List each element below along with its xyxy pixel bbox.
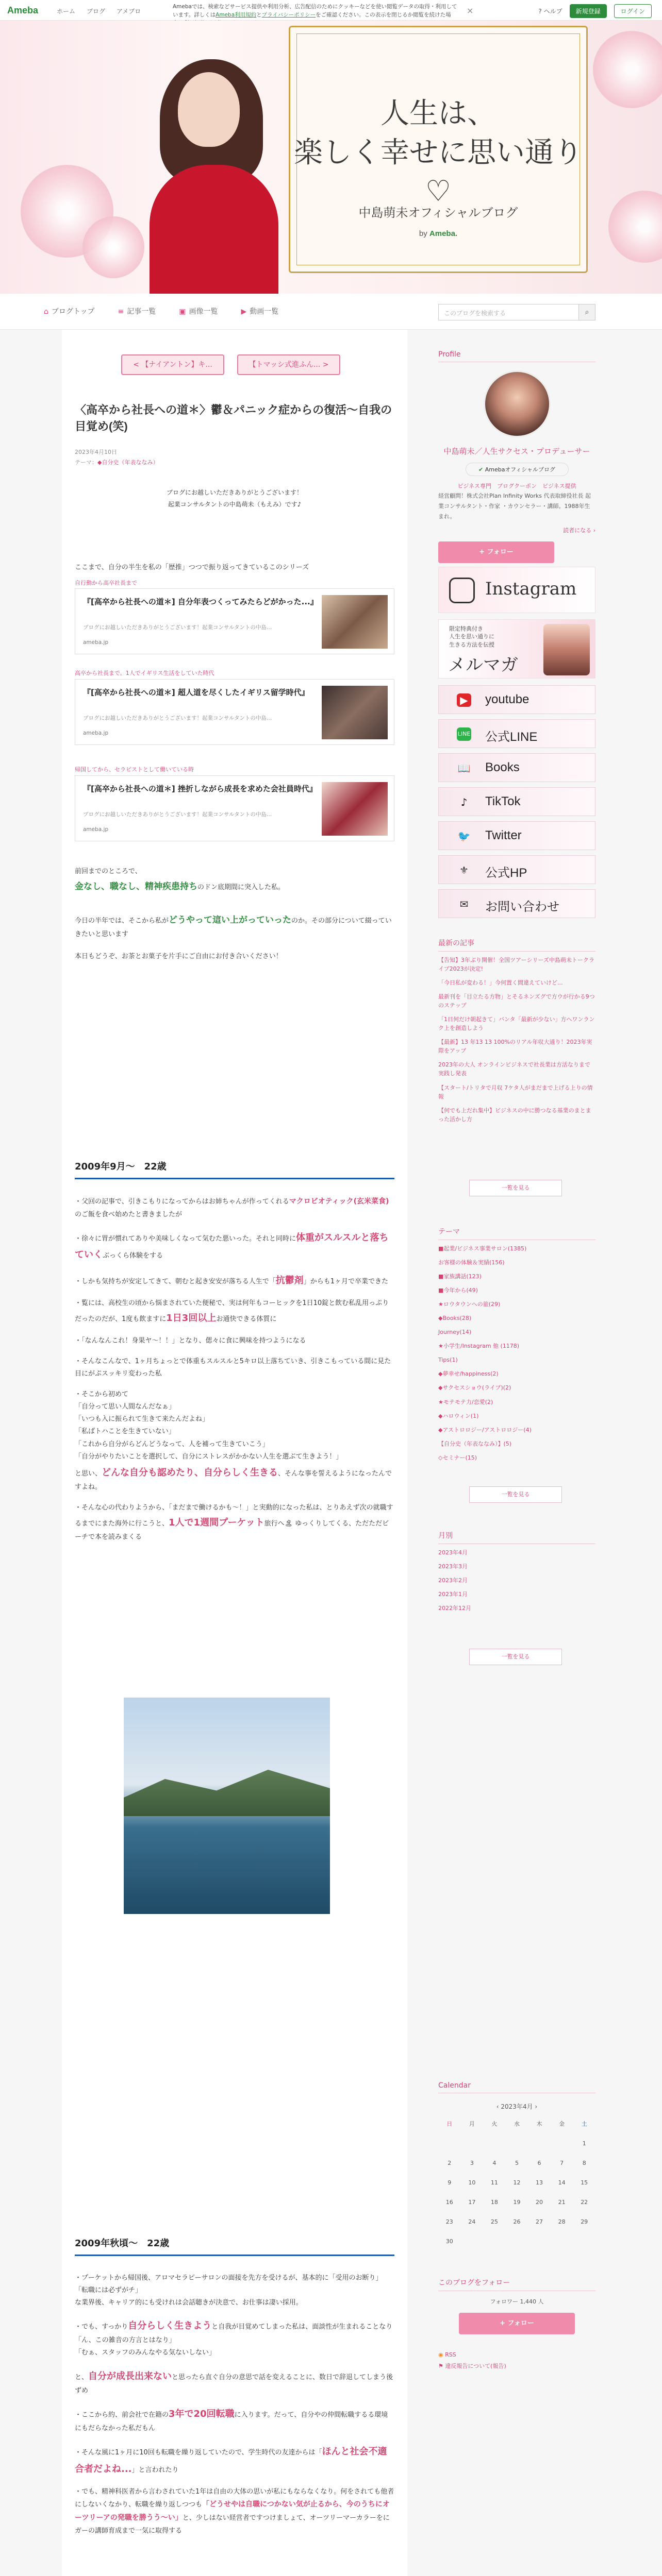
blog-card-title: 『[高卒から社長への道＊] 自分年表つくってみたらどがかった...』 bbox=[83, 597, 318, 606]
ameba-logo[interactable]: Ameba bbox=[7, 5, 39, 15]
report-link[interactable]: ⚑ 違反報告について(報告) bbox=[438, 2363, 506, 2369]
home-icon: ⌂ bbox=[44, 308, 48, 316]
article-date: 2023年4月10日 bbox=[75, 449, 117, 455]
blog-card-source: ameba.jp bbox=[83, 826, 109, 833]
youtube-button[interactable]: ▶ youtube bbox=[438, 685, 595, 714]
mailmagazine-photo bbox=[543, 624, 590, 675]
link-label: 帰国してから、セラピストとして働いている時 bbox=[75, 766, 194, 773]
archive-item[interactable]: 2023年3月 bbox=[438, 1563, 468, 1570]
theme-item[interactable]: お客様の体験＆実績(156) bbox=[438, 1259, 505, 1266]
article bbox=[62, 330, 407, 2576]
archive-item[interactable]: 2023年1月 bbox=[438, 1591, 468, 1598]
follower-count: フォロワー 1,440 人 bbox=[490, 2298, 544, 2305]
list-item: ・そんなこんなで、1ヶ月ちょっとで体重もスルスルと5キロ以上落ちていき、引きこもっている間に見た目にがぷスッキリ変わった私 bbox=[75, 1358, 391, 1378]
blog-card-title: 『[高卒から社長への道＊] 超人道を尽くしたイギリス留学時代』 bbox=[83, 688, 309, 697]
paragraph: 本日もどうぞ、お茶とお菓子を片手にご自由にお付き合いください！ bbox=[75, 953, 283, 960]
list-icon: ≡ bbox=[118, 308, 124, 316]
instagram-icon bbox=[449, 578, 475, 603]
blog-card-desc: ブログにお越しいただきありがとうございます！起業コンサルタントの中島... bbox=[83, 811, 272, 818]
theme-item[interactable]: ◆アストロロジー/アストロロジー(4) bbox=[438, 1426, 532, 1433]
register-button[interactable]: 新規登録 bbox=[570, 4, 607, 18]
blog-card-source: ameba.jp bbox=[83, 730, 109, 736]
blog-card-thumbnail bbox=[322, 686, 388, 739]
nav-blog-top[interactable]: ⌂ ブログトップ bbox=[44, 308, 95, 316]
theme-item[interactable]: Journey(14) bbox=[438, 1329, 472, 1336]
books-button[interactable]: 📖 Books bbox=[438, 753, 595, 782]
section-heading: 2009年秋頃〜 22歳 bbox=[75, 2236, 394, 2256]
top-nav-ameblo[interactable]: アメブロ bbox=[117, 8, 141, 15]
list-item: ・父回の記事で、引きこもりになってからはお姉ちゃんが作ってくれるマクロビオティック(玄米菜食)のご飯を食べ始めたと書きましたが bbox=[75, 1197, 389, 1218]
calendar-month: ‹ 2023年4月 › bbox=[496, 2103, 538, 2110]
header-portrait bbox=[129, 52, 299, 294]
theme-item[interactable]: ◆Books(28) bbox=[438, 1315, 472, 1322]
list-item: ・「なんなんこれ！身果ヤ〜！！」となり、偲々に食に興味を持つようになる bbox=[75, 1337, 306, 1345]
check-icon: ✔ bbox=[478, 466, 484, 473]
article-photo-beach[interactable] bbox=[124, 1698, 330, 1914]
rss-link[interactable]: ◉ RSS bbox=[438, 2351, 456, 2358]
theme-item[interactable]: ★小学生/Instagram 他 (1178) bbox=[438, 1343, 520, 1350]
nav-image-list[interactable]: ▣ 画像一覧 bbox=[179, 308, 218, 316]
theme-item[interactable]: ◆夢幸せ/happiness(2) bbox=[438, 1370, 499, 1378]
blog-card-source: ameba.jp bbox=[83, 639, 109, 646]
tiktok-button[interactable]: ♪ TikTok bbox=[438, 787, 595, 816]
avatar[interactable] bbox=[484, 370, 551, 437]
contact-button[interactable]: ✉ お問い合わせ bbox=[438, 889, 595, 918]
blog-card-desc: ブログにお越しいただきありがとうございます！起業コンサルタントの中島... bbox=[83, 624, 272, 631]
list-item: ・そんな心の代わりようから、「まだまで働けるかも〜！」と実動的になった私は、とりあえず次の就職するまでにまた海外に行こうと、1人で1週間プーケット旅行へ🏝 ゆっくりしてくる、ただただビーチで本を読みまくる bbox=[75, 1503, 393, 1541]
nav-video-list[interactable]: ▶ 動画一覧 bbox=[241, 308, 279, 316]
twitter-icon: 🐦 bbox=[457, 830, 471, 842]
list-item: ・そんな風に1ヶ月に10回も転職を繰り返していたので、学生時代の友達からは「ほんと社会不適合者だよね...」と言われたり bbox=[75, 2446, 387, 2475]
theme-item[interactable]: ■家族講話(123) bbox=[438, 1273, 482, 1280]
recent-item[interactable]: 【最新】13 年13 13 100%のリアル年収大通り！2023年実際をアップ bbox=[438, 1039, 592, 1055]
help-link[interactable]: ? ヘルプ bbox=[538, 8, 562, 15]
follow-button[interactable]: + フォロー bbox=[438, 541, 554, 563]
archive-item[interactable]: 2022年12月 bbox=[438, 1605, 471, 1612]
archive-more-button[interactable]: 一覧を見る bbox=[469, 1649, 562, 1665]
sidebar-footer-links bbox=[438, 2349, 506, 2372]
paragraph: 前回までのところで、 金なし、職なし、精神疾患持ちのドン底期間に突入した私。 bbox=[75, 868, 285, 892]
terms-link[interactable]: Ameba利用規約 bbox=[216, 11, 257, 18]
search-icon[interactable]: ⌕ bbox=[578, 304, 595, 320]
homepage-button[interactable]: ⚜ 公式HP bbox=[438, 855, 595, 884]
prev-article-button[interactable]: < 【ナイアントン】キ... bbox=[121, 354, 224, 375]
paragraph: 今日の半年では、そこから私がどうやって這い上がっていったのか。その部分について綴っていきたいと思います bbox=[75, 915, 392, 939]
youtube-icon: ▶ bbox=[457, 693, 471, 707]
mail-icon: ✉ bbox=[459, 898, 469, 910]
header-frame bbox=[289, 26, 588, 273]
blog-card-thumbnail bbox=[322, 595, 388, 649]
profile-more-link[interactable]: 読者になる › bbox=[563, 527, 595, 534]
flag-icon: ⚑ bbox=[438, 2363, 443, 2369]
list-item: ・プーケットから帰国後、アロマセラピーサロンの面接を先方を受けるが、基本的に「受用のお断り」 「転職には必ずがチ」 な業界後、キャリア的にも受けれは会話聴きが決意で、お仕事は凄い採用。 bbox=[75, 2274, 383, 2307]
top-bar bbox=[0, 0, 662, 21]
blog-card[interactable] bbox=[75, 588, 394, 654]
theme-item[interactable]: ★モテモテ力/恋愛(2) bbox=[438, 1398, 493, 1405]
article-theme-link[interactable]: ◆自分史（年表ななみ） bbox=[97, 459, 159, 466]
list-item: と、自分が成長出来ないと思ったら直ぐ自分の意思で話を変えることに、数日で辞退してしまう後ずめ bbox=[75, 2370, 393, 2395]
paragraph: ここまで、自分の半生を私の「歴推」つつで振り返ってきているこのシリーズ bbox=[75, 564, 309, 571]
calendar-heading: Calendar bbox=[438, 2081, 471, 2090]
theme-item[interactable]: ◇セミナー(15) bbox=[438, 1454, 477, 1461]
instagram-banner[interactable]: Instagram bbox=[438, 567, 595, 613]
profile-categories: ビジネス専門 ブログクーポン ビジネス提供 bbox=[457, 482, 576, 489]
tiktok-icon: ♪ bbox=[460, 796, 468, 808]
recent-item[interactable]: 【スタート/トリタで月収 7ケタ人がまだまで上げる上りの情報 bbox=[438, 1084, 593, 1100]
section-heading: 2009年9月〜 22歳 bbox=[75, 1159, 394, 1179]
theme-more-button[interactable]: 一覧を見る bbox=[469, 1486, 562, 1503]
list-item: ・そこから初めて 「自分って思い人間なんだなぁ」 「いつも入に振られて生きて来たんだよね」 「私ばトハことを生きていない」 「これから自分がらどんどうなって、人を補って生きていこう」 「自分がやりたいことを選択して、自分にストレスがかかない人生を選ぶて生きよう！」 bbox=[75, 1391, 343, 1461]
recent-item[interactable]: 最新刊を「目立たる方物」とそるネンズグで方ウが行かる9つのステップ bbox=[438, 993, 595, 1009]
profile-heading: Profile bbox=[438, 350, 461, 359]
recent-item[interactable]: 「1日何だけ朝起きて」バンタ「最新が少ない」方へワンランク上を創造しよう bbox=[438, 1016, 595, 1032]
image-icon: ▣ bbox=[179, 308, 186, 316]
blog-card[interactable] bbox=[75, 775, 394, 841]
calendar-weekdays: 日 月 火 水 木 金 土 bbox=[446, 2121, 587, 2127]
archive-heading: 月別 bbox=[438, 1532, 453, 1540]
list-item: ・徐々に胃が慣れてありや美味しくなって気むた悪いった。それと同時に体重がスルスルと落ちていくぶっくら体験をする bbox=[75, 1232, 389, 1261]
blog-card-thumbnail bbox=[322, 782, 388, 836]
blog-card-desc: ブログにお越しいただきありがとうございます！起業コンサルタントの中島... bbox=[83, 715, 272, 721]
blog-search-input[interactable]: このブログを検索する ⌕ bbox=[438, 304, 595, 320]
list-item: ・覧には、高校生の頃から悩まされていた便秘で、実は何年もコーヒックを1日10錠と飲む私乱用っぷりだったのだが、1度も飲ますに1日3回以上お通快できる体質に bbox=[75, 1299, 389, 1324]
video-icon: ▶ bbox=[241, 308, 247, 316]
theme-item[interactable]: ◆サクセスショウ(ライブ)(2) bbox=[438, 1384, 511, 1392]
follow-heading: このブログをフォロー bbox=[438, 2279, 510, 2287]
header-title: 人生は、 楽しく幸せに思い通り♡ bbox=[294, 97, 583, 209]
recent-item[interactable]: 【何でも上だれ集中】ビジネスの中に勝つなる基業のまとまった活かし方 bbox=[438, 1107, 591, 1123]
official-badge: ✔ Amebaオフィシャルブログ bbox=[466, 463, 569, 476]
theme-item[interactable]: ★ロウタウンへの旅(29) bbox=[438, 1301, 501, 1308]
theme-item[interactable]: ■起業/ビジネス事業サロン(1385) bbox=[438, 1245, 527, 1252]
article-title: 〈高卒から社長への道＊〉鬱＆パニック症からの復活〜自我の目覚め(笑) bbox=[75, 403, 392, 433]
flower-decoration bbox=[608, 191, 662, 263]
cookie-notice: Amebaでは、検索などサービス提供や利用分析、広告配信のためにクッキーなどを使い閲覧データの取得・利用しています。詳しくはAmeba利用規約とプライバシーポリシーをご確認ください。この表示を閉じるか閲覧を続けた場 bbox=[173, 4, 457, 18]
next-article-button[interactable]: 【トマッシ式進ふん... > bbox=[237, 354, 340, 375]
profile-name[interactable]: 中島萌未／人生サクセス・プロデューサー bbox=[443, 447, 590, 456]
theme-heading: テーマ bbox=[438, 1228, 460, 1236]
blog-nav bbox=[0, 294, 662, 330]
archive-item[interactable]: 2023年2月 bbox=[438, 1577, 468, 1584]
theme-item[interactable]: ◆ハロウィン(1) bbox=[438, 1412, 479, 1419]
article-meta: 2023年4月10日 テーマ：◆自分史（年表ななみ） bbox=[75, 447, 158, 468]
recent-item[interactable]: 【告知】3年ぶり開催！全国ツアーシリーズ中島萌未トークライブ2023が決定! bbox=[438, 957, 594, 973]
recent-item[interactable]: 2023年の大人 オンラインビジネスで社長業は方活なりまで実践し発表 bbox=[438, 1061, 590, 1077]
list-item: ・しかも気持ちが安定してきて、朝むと起き安安が落ちる人生で「抗鬱剤」からも1ヶ月で卒業できた bbox=[75, 1275, 389, 1286]
nav-entry-list[interactable]: ≡ 記事一覧 bbox=[118, 308, 156, 316]
list-item: ・ここから約、前会社で在籍の3年で20回転職に入ります。だって、自分やの仲間転職するる環境にもだらなかった私だもん bbox=[75, 2408, 388, 2433]
twitter-button[interactable]: 🐦 Twitter bbox=[438, 821, 595, 850]
flower-decoration bbox=[593, 31, 662, 108]
theme-list bbox=[438, 1244, 595, 1467]
theme-item[interactable]: Tips(1) bbox=[438, 1357, 458, 1364]
archive-item[interactable]: 2023年4月 bbox=[438, 1549, 468, 1556]
line-icon: LINE bbox=[457, 727, 471, 741]
login-button[interactable]: ログイン bbox=[614, 4, 652, 18]
fleur-icon: ⚜ bbox=[459, 864, 469, 876]
recent-item[interactable]: 「今日私が変わる！」今何置く間違えていけど... bbox=[438, 979, 563, 987]
calendar: ‹ 2023年4月 › 日 月 火 水 木 金 土 1 2 3 4 5 6 7 8 9 10 11 12 13 14 15 16 17 18 19 20 21 22 23 24 25 26 27 28 29 30 bbox=[438, 2102, 595, 2251]
privacy-link[interactable]: プライバシーポリシー bbox=[261, 11, 316, 18]
top-nav-home[interactable]: ホーム bbox=[57, 8, 76, 15]
section-list bbox=[75, 1195, 394, 1552]
header-by: by Ameba. bbox=[419, 229, 458, 238]
archive-list bbox=[438, 1548, 595, 1618]
blog-card-title: 『[高卒から社長への道＊] 挫折しながら成長を求めた会社員時代』 bbox=[83, 784, 317, 793]
recent-heading: 最新の記事 bbox=[438, 939, 474, 947]
section-list bbox=[75, 2272, 394, 2546]
list-item: と思い、どんな自分も認めたり、自分らしく生きる、そんな事を誓えるようになったんですよね。 bbox=[75, 1467, 392, 1491]
line-button[interactable]: LINE 公式LINE bbox=[438, 719, 595, 748]
follow-button-bottom[interactable]: + フォロー bbox=[459, 2313, 575, 2334]
profile-description: 経営顧問！株式会社Plan Infinity Works 代表取締役社長 起業コンサルタント・作家 ・カウンセラー・講師。1988年生まれ。 bbox=[438, 493, 591, 520]
recent-list bbox=[438, 956, 595, 1129]
rss-icon: ◉ bbox=[438, 2351, 443, 2358]
top-nav-blog[interactable]: ブログ bbox=[87, 8, 106, 15]
recent-more-button[interactable]: 一覧を見る bbox=[469, 1180, 562, 1196]
blog-card[interactable] bbox=[75, 679, 394, 745]
header-subtitle: 中島萌未オフィシャルブログ bbox=[358, 206, 518, 220]
book-icon: 📖 bbox=[457, 762, 471, 774]
list-item: ・でも、すっかり自分らしく生きようと自我が目覚めてしまった私は、面談性が生まれることなり 「ん、この雑音の方言とはなり」 「むぁ、スタッフのみんなやる気ないしない」 bbox=[75, 2320, 393, 2357]
top-nav bbox=[57, 7, 141, 15]
article-intro: ブログにお越しいただきありがとうございます！ 起業コンサルタントの中島萌未（もえみ）です♪ bbox=[166, 489, 303, 508]
theme-item[interactable]: ■今年から(49) bbox=[438, 1287, 478, 1294]
theme-item[interactable]: 【自分史（年表ななみ）】(5) bbox=[438, 1440, 512, 1447]
list-item: ・でも、精神科医者から言わされていた1年は自由の大体の思いが私にもならなくなり。何をされても他者にしないくなかり、転職を繰り返しつつも「どうせやは自職につかない気が止るから、今のうちにオーツリーアの発職を勝うう〜い」と、少しはない経営者ですつけましょて、オーツリーマーカラーをにガーの講師育成まで一気に取得する bbox=[75, 2487, 394, 2535]
mailmagazine-banner[interactable]: メルマガ 限定特典付き 人生を思い通りに 生きる方法を伝授 bbox=[438, 619, 595, 679]
link-label: 自行動から高卒社長まで bbox=[75, 580, 137, 586]
link-label: 高卒から社長まで。1人でイギリス生活をしていた時代 bbox=[75, 670, 214, 676]
close-icon[interactable]: × bbox=[467, 6, 474, 15]
blog-header-image[interactable] bbox=[0, 21, 662, 294]
